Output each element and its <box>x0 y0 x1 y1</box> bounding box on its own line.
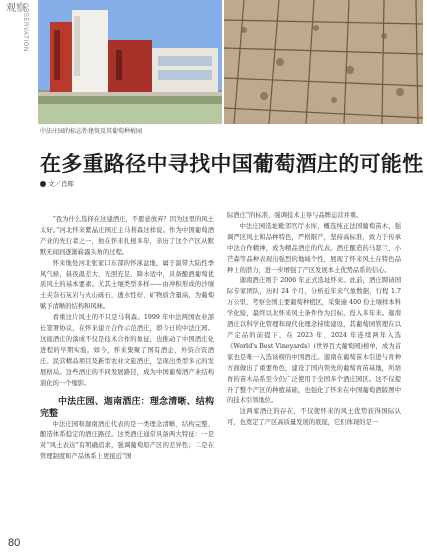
paragraph: 中法庄园和迦南酒庄代表的是一类理念清晰、结构完整、酿造体系稳定的酒庄路径。这类酒庄通常具备两大特征：一是对“风土表达”有明确追求，强调葡萄原产区的差异性；二是在管理制度和产品体系上更接近“国 <box>40 420 214 461</box>
byline <box>40 179 74 188</box>
section-label-cn: 观察 <box>6 3 26 14</box>
winery-building-illustration <box>38 0 222 124</box>
winery-building-photo <box>38 0 222 124</box>
right-column <box>227 211 401 429</box>
paragraph: 中法庄园选址毗邻官厅水库，概选纯正法国葡萄苗木，强调严区风土和品种特色，严格限产，坚持高标准，致力于传承中法合作精神，成为精品酒庄的代表。酒庄酿造的马瑟兰、小芒森等品种表现出强烈的地域个性，展现了怀来风土在特色品种上的潜力，进一步增强了产区发展本土优势品系的信心。 <box>227 222 401 274</box>
paragraph: 迦南酒庄则于 2006 年正式选址怀来。此前，酒庄聘请国际专家团队，历时 24 个月，分析近年来气象数据，行程 1.7 万公里，考察全国主要葡萄种植区，采集逾 400 份土壤样本科学化验，最终以北怀来风土条件作为目标，投入多年来。迦南酒庄以科学化管理和现代化理念持续建设，其葡萄园管理在以产定品的前提下，在 2023 年、2024 年连续两年入选《World's Best Vineyards》(世界百大葡萄园)榜单，成为首家也是唯一入选该榜的中国酒庄。迦南在葡萄苗木引进与育种方面做出了重要角色，建设了国内领先的葡萄育苗基地，所培育的苗木品系至今仍广泛使用于全国多个酒庄园区。这不仅提升了整个产区的种植基础，也强化了怀来在中国葡萄酒版图中的技术引领地位。 <box>227 277 401 405</box>
section-tag <box>6 3 34 52</box>
paragraph: 看重这片风土的不只是马利森。1999 年中法两国农业部长签署协议，在怀来建立合作示范酒庄，即今日的中法庄园。这座酒庄的落成不仅是技术合作的象征，也推动了中国酒庄化进程的早期实验。如今，怀来集聚了国有酒企、外资合资酒庄、民营精品项目及新型农业文旅酒庄，呈现出类型多元的发展格局。这些酒庄的不同发展路径，成为中国葡萄酒产业结构演化的一个缩影。 <box>40 314 214 387</box>
left-column <box>40 215 214 463</box>
vineyard-photo <box>224 0 423 124</box>
header-photos <box>38 0 423 124</box>
byline-author: 文／肖晖 <box>48 181 74 188</box>
page-number: 80 <box>8 537 21 549</box>
paragraph: 怀来地处河北张家口东部的怀涿盆地，属于温带大陆性季风气候，昼夜温差大、光照充足、降水适中，具备酿酒葡萄优质风土的基本要素。尤其土壤类型多样——由冲积形成的沙壤土夹杂石灰岩与火山砾石，透水性好、矿物质含量高，为葡萄赋予清晰的结构和风味。 <box>40 259 214 311</box>
article-title: 在多重路径中寻找中国葡萄酒庄的可能性 <box>40 151 424 176</box>
photo-caption: 中法庄园的标志性建筑及其葡萄种植园 <box>40 129 143 135</box>
vineyard-illustration <box>224 0 423 124</box>
section-subheading: 中法庄园、迦南酒庄：理念清晰、结构完整 <box>40 396 214 419</box>
byline-bullet-icon <box>40 181 46 187</box>
section-label-en: OBSERVATION <box>22 3 28 52</box>
paragraph: 际酒庄”的标准，强调技术主导与品牌运营并重。 <box>227 212 363 219</box>
paragraph: 这两家酒庄的存在，不仅使怀来的风土优势获得国际认可，也奠定了产区高质量发展的底座，它们体现的是一 <box>227 408 401 427</box>
paragraph: “我为什么选择在这建酒庄，不愿意放弃？因为这里的风土太好。”河北怀来紫晶庄园庄主马利森这样说。作为中国葡萄酒产业的先行者之一，他在怀来扎根多年，亲历了这个产区从默默无闻到逐渐崭露头角的过程。 <box>40 216 214 256</box>
